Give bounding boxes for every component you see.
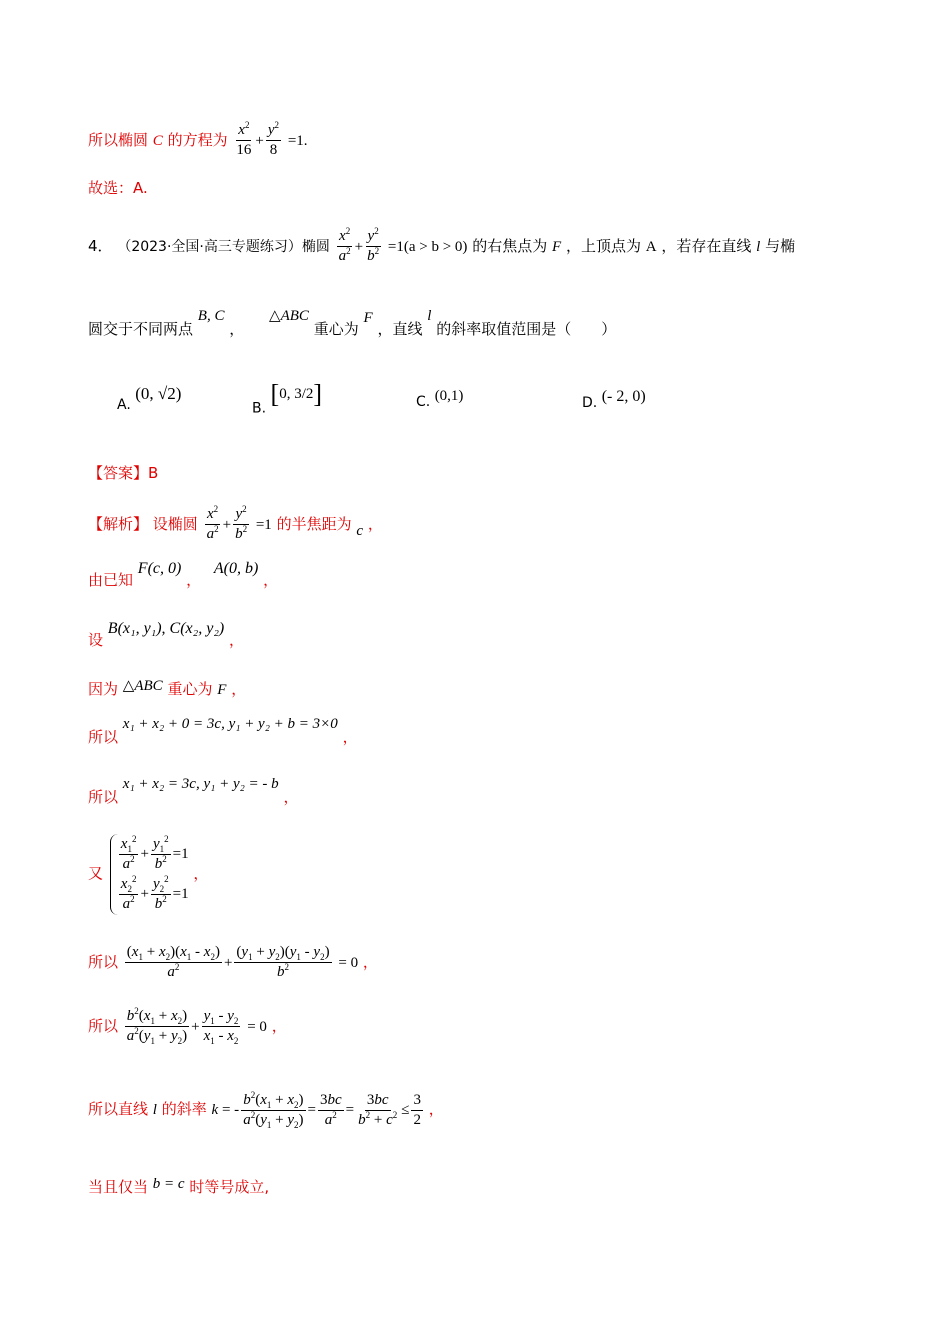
question-4-line2: 圆交于不同两点 B, C ， △ABC 重心为 F ，直线 l 的斜率取值范围是（ ） <box>88 308 617 338</box>
equation-system: $\frac{x_1^2}{a^2}$ + $\frac{y_1^2}{b^2}$ =1 $\frac{x_2^2}{a^2}$ + $\frac{y_2^2}{b^2}$ =1 <box>110 834 189 915</box>
solution-line4: 因为 △ABC 重心为 F ， <box>88 678 247 698</box>
solution-line11: 当且仅当 b = c 时等号成立, <box>88 1176 270 1196</box>
question-4-line1: 4． （2023·全国·高三专题练习）椭圆 $\frac{x^2}{a^2}$ + $\frac{y^2}{b^2}$ =1(a > b > 0) 的右焦点为 F ，上顶点为 A ，若存在直线 l 与椭 <box>88 226 796 265</box>
solution-line3: 设 B(x₁, y₁), C(x₂, y₂) ， <box>88 620 245 649</box>
previous-choice-line: 故选：A. <box>88 179 148 197</box>
option-a[interactable]: A. (0, √2) <box>117 384 182 413</box>
answer-label: 【答案】B <box>88 464 159 482</box>
fraction-y2-8: $\frac{y^2}{8}$ <box>267 120 280 159</box>
solution-line10: 所以直线 l 的斜率 k = - $\frac{b^2(x_1 + x_2)}{a^2(y_1 + y_2)}$ = $\frac{3bc}{a^2}$ = $\frac{3bc}{b^2 + c^2}$ ≤ $\frac{3}{2}$ ， <box>88 1090 444 1131</box>
slope-expression: k = - $\frac{b^2(x_1 + x_2)}{a^2(y_1 + y_2)}$ = $\frac{3bc}{a^2}$ = $\frac{3bc}{b^2 + c^2}$ ≤ $\frac{3}{2}$ <box>211 1090 421 1131</box>
option-b-value: [0, 3/2] <box>270 380 323 409</box>
solution-line1: 【解析】 设椭圆 $\frac{x^2}{a^2}$ + $\frac{y^2}{b^2}$ =1 的半焦距为 c ， <box>88 504 383 543</box>
option-c[interactable]: C. (0,1) <box>416 388 464 410</box>
solution-line2: 由已知 F(c, 0) ， A(0, b) ， <box>88 560 279 589</box>
option-b[interactable]: B. [0, 3/2] <box>252 380 323 417</box>
solution-line8: 所以 $\frac{(x_1 + x_2)(x_1 - x_2)}{a^2}$ + $\frac{(y_1 + y_2)(y_1 - y_2)}{b^2}$ = 0 ， <box>88 944 378 981</box>
solution-line5: 所以 x₁ + x₂ + 0 = 3c, y₁ + y₂ + b = 3×0 ， <box>88 716 358 746</box>
solution-line7: 又 $\frac{x_1^2}{a^2}$ + $\frac{y_1^2}{b^2}$ =1 $\frac{x_2^2}{a^2}$ + $\frac{y_2^2}{b^2}$ =1 ， <box>88 834 208 915</box>
solution-line6: 所以 x₁ + x₂ = 3c, y₁ + y₂ = - b ， <box>88 776 299 806</box>
question-source: （2023·全国·高三专题练习）椭圆 <box>117 238 330 255</box>
option-d[interactable]: D. (- 2, 0) <box>582 388 646 411</box>
ellipse-equation-line: 所以椭圆 C 的方程为 $\frac{x^2}{16}$ + $\frac{y^2}{8}$ =1. <box>88 120 308 159</box>
fraction-x2-16: $\frac{x^2}{16}$ <box>236 120 252 159</box>
question-number: 4． <box>88 236 113 255</box>
solution-line9: 所以 $\frac{b^2(x_1 + x_2)}{a^2(y_1 + y_2)}$ + $\frac{y_1 - y_2}{x_1 - x_2}$ = 0 ， <box>88 1006 287 1047</box>
